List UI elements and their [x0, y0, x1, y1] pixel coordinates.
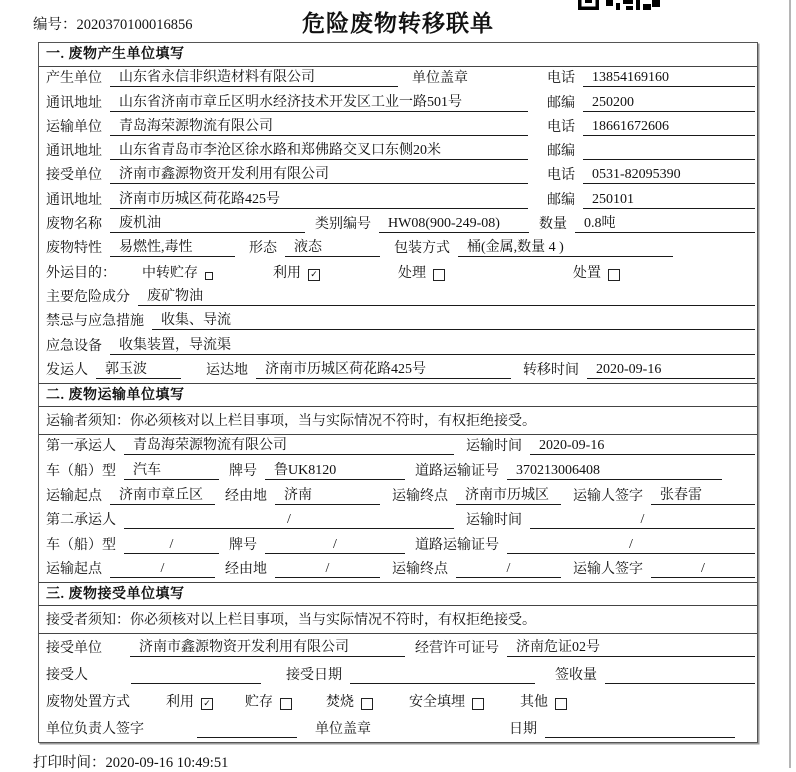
transport-time1-label: 运输时间: [466, 439, 522, 455]
checkbox-use: ✓: [308, 269, 320, 281]
section3-header: 三. 废物接受单位填写: [39, 582, 757, 606]
carrier1-label: 第一承运人: [46, 439, 116, 455]
purpose-label: 外运目的：: [46, 265, 116, 281]
taboo-row: [39, 310, 757, 334]
via1-field: 济南: [275, 484, 380, 505]
origin1-label: 运输起点: [46, 488, 102, 504]
vehicle1-label: 车（船）型: [46, 464, 116, 480]
purpose-transit-label: 中转贮存: [142, 265, 198, 281]
road-permit2-label: 道路运输证号: [415, 537, 499, 553]
equipment-row: [39, 334, 757, 358]
accept-unit-row: [39, 634, 757, 661]
via2-field: /: [275, 561, 380, 578]
end1-label: 运输终点: [392, 488, 448, 504]
transporter-zip-field: [583, 159, 755, 160]
document-number-value: 2020370100016856: [76, 17, 193, 33]
road-permit2-field: /: [507, 537, 755, 554]
receiver-seal-label: 单位盖章: [315, 722, 371, 738]
purpose-option-dispose: [573, 262, 620, 282]
disposal-option-landfill: [409, 691, 484, 711]
purpose-option-use: [273, 262, 320, 282]
form-label: 形态: [249, 241, 277, 257]
packing-field: 桶(金属,数量 4 ): [458, 236, 673, 257]
disposal-row: [39, 688, 757, 715]
receiver-phone-label: 电话: [547, 168, 575, 184]
hazard-field: 废矿物油: [138, 285, 755, 306]
transfer-form: [38, 42, 758, 743]
checkbox-disposal-incinerate: [361, 698, 373, 710]
quantity-label: 数量: [539, 217, 567, 233]
receiver-address-row: [39, 188, 757, 212]
receiver-phone-field: 0531-82095390: [583, 167, 755, 184]
transfer-time-field: 2020-09-16: [587, 362, 755, 379]
section2-header: 二. 废物运输单位填写: [39, 383, 757, 407]
sign1-label: 运输人签字: [573, 488, 643, 504]
page-title: 危险废物转移联单: [302, 11, 494, 36]
carrier2-label: 第二承运人: [46, 513, 116, 529]
transporter-zip-label: 邮编: [547, 144, 575, 160]
origin1-field: 济南市章丘区: [110, 484, 215, 505]
license-field: 济南危证02号: [507, 636, 755, 657]
receiver-address-field: 济南市历城区荷花路425号: [110, 188, 528, 209]
transporter-label: 运输单位: [46, 119, 102, 135]
receiver-row: [39, 164, 757, 188]
waste-property-label: 废物特性: [46, 241, 102, 257]
checkbox-disposal-landfill: [472, 698, 484, 710]
checkbox-transit-storage: [205, 272, 213, 280]
vehicle2-field: /: [124, 537, 219, 554]
producer-address-field: 山东省济南市章丘区明水经济技术开发区工业一路501号: [110, 91, 528, 112]
taboo-field: 收集、导流: [152, 309, 755, 330]
accept-unit-field: 济南市鑫源物资开发利用有限公司: [130, 636, 405, 657]
sign1-field: 张春雷: [651, 484, 755, 505]
head-sign-field: [197, 737, 297, 738]
plate2-label: 牌号: [229, 537, 257, 553]
purpose-treat-label: 处理: [398, 265, 426, 281]
document-number-label: 编号：: [33, 17, 77, 33]
vehicle2-row: [39, 533, 757, 558]
transporter-address-field: 山东省青岛市李沧区徐水路和郑佛路交叉口东侧20米: [110, 139, 528, 160]
accept-person-row: [39, 661, 757, 688]
receiver-notice: 接受者须知：你必须核对以上栏目事项，当与实际情况不符时，有权拒绝接受。: [39, 606, 757, 634]
road-permit1-field: 370213006408: [507, 463, 722, 480]
carrier2-row: [39, 509, 757, 534]
print-time-label: 打印时间：: [33, 755, 106, 771]
disposal-option-store: [245, 691, 292, 711]
checkbox-disposal-other: [555, 698, 567, 710]
transfer-time-label: 转移时间: [523, 362, 579, 378]
disposal-option-incinerate: [326, 691, 373, 711]
receiver-zip-field: 250101: [583, 192, 755, 209]
receipt-amount-label: 签收量: [555, 668, 597, 684]
taboo-label: 禁忌与应急措施: [46, 314, 144, 330]
carrier2-field: /: [124, 512, 454, 529]
transporter-address-row: [39, 140, 757, 164]
purpose-dispose-label: 处置: [573, 265, 601, 281]
disposal-incinerate-label: 焚烧: [326, 695, 354, 711]
waste-name-label: 废物名称: [46, 217, 102, 233]
print-time: [33, 751, 228, 772]
vehicle2-label: 车（船）型: [46, 537, 116, 553]
license-label: 经营许可证号: [415, 641, 499, 657]
accept-unit-label: 接受单位: [46, 641, 102, 657]
carrier1-field: 青岛海荣源物流有限公司: [124, 434, 454, 455]
route1-row: [39, 484, 757, 509]
producer-phone-field: 13854169160: [583, 70, 755, 87]
sign2-label: 运输人签字: [573, 562, 643, 578]
producer-zip-label: 邮编: [547, 95, 575, 111]
print-time-value: 2020-09-16 10:49:51: [105, 755, 229, 771]
carrier1-row: [39, 435, 757, 460]
section1-body: [39, 67, 757, 383]
origin2-label: 运输起点: [46, 562, 102, 578]
transport-time2-label: 运输时间: [466, 513, 522, 529]
hazard-row: [39, 286, 757, 310]
unit-seal-label: 单位盖章: [412, 71, 468, 87]
receiver-label: 接受单位: [46, 168, 102, 184]
via2-label: 经由地: [225, 562, 267, 578]
producer-name-field: 山东省永信非织造材料有限公司: [110, 66, 398, 87]
shipper-field: 郭玉波: [96, 358, 181, 379]
destination-label: 运达地: [206, 362, 248, 378]
sign2-field: /: [651, 561, 755, 578]
waste-property-field: 易燃性,毒性: [110, 236, 235, 257]
disposal-label: 废物处置方式: [46, 695, 130, 711]
waste-name-row: [39, 213, 757, 237]
transporter-phone-label: 电话: [547, 119, 575, 135]
plate1-label: 牌号: [229, 464, 257, 480]
transport-time2-field: /: [530, 512, 755, 529]
producer-address-row: [39, 91, 757, 115]
via1-label: 经由地: [225, 488, 267, 504]
disposal-other-label: 其他: [520, 695, 548, 711]
accept-date-label: 接受日期: [286, 668, 342, 684]
head-sign-row: [39, 715, 757, 742]
end1-field: 济南市历城区: [456, 484, 561, 505]
disposal-option-use: [166, 691, 213, 711]
hazard-label: 主要危险成分: [46, 289, 130, 305]
purpose-use-label: 利用: [273, 265, 301, 281]
section1-header: 一. 废物产生单位填写: [39, 43, 757, 67]
plate1-field: 鲁UK8120: [265, 459, 405, 480]
checkbox-treat: [433, 269, 445, 281]
accept-date-field: [350, 683, 535, 684]
plate2-field: /: [265, 537, 405, 554]
quantity-field: 0.8吨: [575, 212, 755, 233]
disposal-use-label: 利用: [166, 695, 194, 711]
checkbox-disposal-store: [280, 698, 292, 710]
transporter-address-label: 通讯地址: [46, 144, 102, 160]
sign-date-field: [545, 737, 735, 738]
origin2-field: /: [110, 561, 215, 578]
sign-date-label: 日期: [509, 722, 537, 738]
road-permit1-label: 道路运输证号: [415, 464, 499, 480]
disposal-store-label: 贮存: [245, 695, 273, 711]
producer-phone-label: 电话: [547, 71, 575, 87]
receiver-name-field: 济南市鑫源物资开发利用有限公司: [110, 163, 528, 184]
head-sign-label: 单位负责人签字: [46, 722, 144, 738]
destination-field: 济南市历城区荷花路425号: [256, 358, 511, 379]
equipment-label: 应急设备: [46, 338, 102, 354]
section3-body: [39, 634, 757, 742]
producer-label: 产生单位: [46, 71, 102, 87]
disposal-landfill-label: 安全填埋: [409, 695, 465, 711]
shipper-row: [39, 359, 757, 383]
waste-property-row: [39, 237, 757, 261]
producer-address-label: 通讯地址: [46, 95, 102, 111]
purpose-row: [39, 261, 757, 285]
disposal-option-other: [520, 691, 567, 711]
transporter-notice: 运输者须知：你必须核对以上栏目事项，当与实际情况不符时，有权拒绝接受。: [39, 407, 757, 435]
section2-body: [39, 435, 757, 583]
checkbox-dispose: [608, 269, 620, 281]
shipper-label: 发运人: [46, 362, 88, 378]
equipment-field: 收集装置，导流渠: [110, 334, 755, 355]
accept-person-field: [131, 683, 261, 684]
receipt-amount-field: [605, 683, 755, 684]
category-field: HW08(900-249-08): [379, 216, 529, 233]
page-edge-line: [789, 0, 791, 768]
end2-label: 运输终点: [392, 562, 448, 578]
transporter-phone-field: 18661672606: [583, 119, 755, 136]
checkbox-disposal-use: ✓: [201, 698, 213, 710]
receiver-address-label: 通讯地址: [46, 192, 102, 208]
producer-row: [39, 67, 757, 91]
transporter-name-field: 青岛海荣源物流有限公司: [110, 115, 528, 136]
qr-code-icon: [578, 0, 660, 10]
route2-row: [39, 558, 757, 583]
vehicle1-field: 汽车: [124, 459, 219, 480]
accept-person-label: 接受人: [46, 668, 88, 684]
category-label: 类别编号: [315, 217, 371, 233]
transporter-row: [39, 116, 757, 140]
end2-field: /: [456, 561, 561, 578]
purpose-option-transit: [142, 262, 213, 282]
packing-label: 包装方式: [394, 241, 450, 257]
waste-name-field: 废机油: [110, 212, 305, 233]
form-field: 液态: [285, 236, 380, 257]
receiver-zip-label: 邮编: [547, 192, 575, 208]
vehicle1-row: [39, 459, 757, 484]
purpose-option-treat: [398, 262, 445, 282]
producer-zip-field: 250200: [583, 95, 755, 112]
transport-time1-field: 2020-09-16: [530, 438, 755, 455]
